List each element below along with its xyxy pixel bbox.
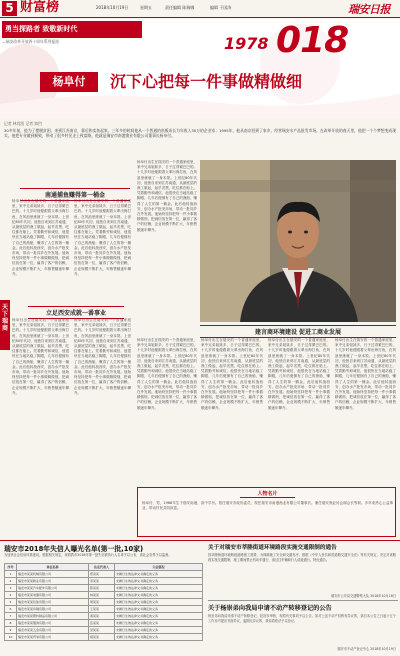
table-cell: 郑某某 xyxy=(89,571,115,578)
table-cell: 瑞安市某某鞋业有限公司 xyxy=(17,578,89,585)
table-cell: 瑞安市某某五金有限公司 xyxy=(17,627,89,634)
feature-banner xyxy=(0,19,400,119)
profile-card-text: 杨阜付，男，1968年生于瑞安南港，高中学历。曾任瑞安市政协委员，现任瑞安市南港渔业有限公司董事长。兼任瑞安渔业协会副会长等职。多年来热心公益事业，带动村民共同致富。 xyxy=(142,501,393,511)
person-name-badge: 杨阜付 xyxy=(40,72,98,92)
table-cell: 未履行生效法律文书确定的义务 xyxy=(115,599,203,606)
profile-card-title: 人物名片 xyxy=(240,490,295,498)
bottom-divider xyxy=(0,540,400,541)
photo-caption: 建言商环境建设 促进工商业发展 xyxy=(200,325,396,338)
table-cell: 未履行生效法律文书确定的义务 xyxy=(115,578,203,585)
article-column-2: 杨阜付出生在瑞安的一个普通家庭里，家中兄弟姐妹多，日子过得紧巴巴的。十几岁时他便跟着父辈出海打鱼，在风浪里练就了一身本领。上世纪80年代初，他独自来到江苏南通，从最底层的渔工做起，起早贪黑，吃住都在船上。凭着勤劳和诚信，他很快在当地站稳了脚跟，几年后便拥有了自己的渔船，赚得了人生的第一桶金。此后他转战西安，创办水产批发市场，带动一批同乡在外发展。他始终坚持把每一件小事做精做细，把诚信放在第一位，赢得了客户的信赖，企业规模不断扩大，年销售额逐年攀升。 xyxy=(74,199,131,276)
issue-weekday: 星期五 xyxy=(140,5,152,10)
table-cell: 王某某 xyxy=(89,606,115,613)
notice-1-footer: 瑞安市公安局交通警察大队 2018年10月18日 xyxy=(330,594,396,598)
table-cell: 6 xyxy=(5,606,17,613)
section-title: 财富榜 xyxy=(20,0,60,15)
table-cell: 1 xyxy=(5,571,17,578)
table-row xyxy=(5,585,203,592)
lead-paragraph: 30多年前，他为了摆脱贫困，来到江苏南京，靠后和卖鱼起家。三年多的时间他从一个普通的鱼贩成长为年收入30万的企业家；1995年，他从南京回到了家乡，经营瑞安水产品批发市场。在改革开放的春天里，他把一个个梦想变成现实。他把专业做到极致，带动了很多村民走上致富路，他就是瑞安市南港渔业有限公司董事长杨阜付。 xyxy=(4,128,396,139)
table-cell: 未履行生效法律文书确定的义务 xyxy=(115,571,203,578)
notice-1-title: 关于对瑞安市莘塍街道环境路段实施交通限制的通告 xyxy=(208,545,337,551)
notice-divider xyxy=(208,600,398,601)
table-cell: 未履行生效法律文书确定的义务 xyxy=(115,627,203,634)
col-header-index: 序号 xyxy=(5,564,17,571)
col-header-rep: 法定代表人 xyxy=(89,564,115,571)
col-header-detail: 失信情况 xyxy=(115,564,203,571)
table-cell: 瑞安市某某机械有限公司 xyxy=(17,571,89,578)
table-cell: 林某某 xyxy=(89,592,115,599)
banner-year: 1978 xyxy=(224,34,269,53)
feature-headline: 沉下心把每一件事做精做细 xyxy=(110,72,303,91)
issue-date: 2018年10月19日 xyxy=(96,5,129,10)
table-cell: 3 xyxy=(5,585,17,592)
notice-2-footer: 瑞安市不动产登记中心 2018年10月19日 xyxy=(337,647,396,651)
banner-logo-number: 018 xyxy=(276,20,349,61)
article-column-8: 杨阜付出生在瑞安的一个普通家庭里，家中兄弟姐妹多，日子过得紧巴巴的。十几岁时他便跟着父辈出海打鱼，在风浪里练就了一身本领。上世纪80年代初，他独自来到江苏南通，从最底层的渔工做起，起早贪黑，吃住都在船上。凭着勤劳和诚信，他很快在当地站稳了脚跟，几年后便拥有了自己的渔船，赚得了人生的第一桶金。此后他转战西安，创办水产批发市场，带动一批同乡在外发展。他始终坚持把每一件小事做精做细，把诚信放在第一位，赢得了客户的信赖，企业规模不断扩大，年销售额逐年攀升。 xyxy=(268,338,330,410)
portrait-photo xyxy=(200,160,396,322)
table-cell: 未履行生效法律文书确定的义务 xyxy=(115,613,203,620)
profile-card xyxy=(137,487,396,537)
table-cell: 10 xyxy=(5,634,17,641)
series-subtitle: —瑞安改革开放四十周年系列报道 xyxy=(2,39,59,44)
table-header-row xyxy=(5,564,203,571)
article-column-9: 杨阜付出生在瑞安的一个普通家庭里，家中兄弟姐妹多，日子过得紧巴巴的。十几岁时他便跟着父辈出海打鱼，在风浪里练就了一身本领。上世纪80年代初，他独自来到江苏南通，从最底层的渔工做起，起早贪黑，吃住都在船上。凭着勤劳和诚信，他很快在当地站稳了脚跟，几年后便拥有了自己的渔船，赚得了人生的第一桶金。此后他转战西安，创办水产批发市场，带动一批同乡在外发展。他始终坚持把每一件小事做精做细，把诚信放在第一位，赢得了客户的信赖，企业规模不断扩大，年销售额逐年攀升。 xyxy=(335,338,396,410)
blacklist-table xyxy=(4,563,203,641)
notice-2-title: 关于杨崇弟向我局申请不动产转移登记的公告 xyxy=(208,605,332,612)
table-row xyxy=(5,599,203,606)
table-cell: 张某某 xyxy=(89,620,115,627)
table-cell: 2 xyxy=(5,578,17,585)
masthead xyxy=(0,0,400,18)
table-row xyxy=(5,620,203,627)
table-cell: 陈某某 xyxy=(89,585,115,592)
notice-1-text: 因莘塍街道环境路段道路施工需要，为保障施工安全和交通有序，根据《中华人民共和国道路交通安全法》等有关规定，决定对该路段实施交通限制，施工期间禁止机动车通行，请过往车辆和行人绕道通行。特此通告。 xyxy=(208,553,396,562)
table-row xyxy=(5,627,203,634)
article-column-7: 杨阜付出生在瑞安的一个普通家庭里，家中兄弟姐妹多，日子过得紧巴巴的。十几岁时他便跟着父辈出海打鱼，在风浪里练就了一身本领。上世纪80年代初，他独自来到江苏南通，从最底层的渔工做起，起早贪黑，吃住都在船上。凭着勤劳和诚信，他很快在当地站稳了脚跟，几年后便拥有了自己的渔船，赚得了人生的第一桶金。此后他转战西安，创办水产批发市场，带动一批同乡在外发展。他始终坚持把每一件小事做精做细，把诚信放在第一位，赢得了客户的信赖，企业规模不断扩大，年销售额逐年攀升。 xyxy=(201,338,263,410)
table-cell: 瑞安市某某电器有限公司 xyxy=(17,592,89,599)
issue-editor: 责任编辑 陈瑞娜 xyxy=(165,5,195,10)
article-column-4: 杨阜付出生在瑞安的一个普通家庭里，家中兄弟姐妹多，日子过得紧巴巴的。十几岁时他便跟着父辈出海打鱼，在风浪里练就了一身本领。上世纪80年代初，他独自来到江苏南通，从最底层的渔工做起，起早贪黑，吃住都在船上。凭着勤劳和诚信，他很快在当地站稳了脚跟，几年后便拥有了自己的渔船，赚得了人生的第一桶金。此后他转战西安，创办水产批发市场，带动一批同乡在外发展。他始终坚持把每一件小事做精做细，把诚信放在第一位，赢得了客户的信赖，企业规模不断扩大，年销售额逐年攀升。 xyxy=(74,318,131,395)
table-cell: 5 xyxy=(5,599,17,606)
table-cell: 8 xyxy=(5,620,17,627)
col-header-company: 单位名称 xyxy=(17,564,89,571)
table-cell: 4 xyxy=(5,592,17,599)
table-cell: 瑞安市某某包装有限公司 xyxy=(17,599,89,606)
table-cell: 未履行生效法律文书确定的义务 xyxy=(115,592,203,599)
table-row xyxy=(5,578,203,585)
table-row xyxy=(5,606,203,613)
table-cell: 胡某某 xyxy=(89,634,115,641)
blacklist-intro: 为加快社会信用体系建设，根据相关规定，现将我市2018年第一批失信被执行人名单予以公布，请社会各界予以监督。 xyxy=(4,553,172,557)
article-column-1: 杨阜付出生在瑞安的一个普通家庭里，家中兄弟姐妹多，日子过得紧巴巴的。十几岁时他便跟着父辈出海打鱼，在风浪里练就了一身本领。上世纪80年代初，他独自来到江苏南通，从最底层的渔工做起，起早贪黑，吃住都在船上。凭着勤劳和诚信，他很快在当地站稳了脚跟，几年后便拥有了自己的渔船，赚得了人生的第一桶金。此后他转战西安，创办水产批发市场，带动一批同乡在外发展。他始终坚持把每一件小事做精做细，把诚信放在第一位，赢得了客户的信赖，企业规模不断扩大，年销售额逐年攀升。 xyxy=(12,199,69,276)
table-cell: 李某某 xyxy=(89,578,115,585)
page-number-badge: 5 xyxy=(2,1,17,16)
table-cell: 吴某某 xyxy=(89,627,115,634)
byline: 记者 林肖凯 记者 知凹 xyxy=(4,121,42,126)
blacklist-title: 瑞安市2018年失信人曝光名单(第一批,10家) xyxy=(4,545,144,553)
series-title-box: 勇当探路者 致敬新时代 xyxy=(2,21,142,38)
table-row xyxy=(5,613,203,620)
paper-logo: 瑞安日报 xyxy=(348,3,390,16)
table-row xyxy=(5,592,203,599)
table-cell: 瑞安市某某印刷有限公司 xyxy=(17,606,89,613)
table-row xyxy=(5,571,203,578)
table-cell: 未履行生效法律文书确定的义务 xyxy=(115,634,203,641)
subheading-2: 立足西安成就一番事业 xyxy=(28,306,124,319)
table-cell: 9 xyxy=(5,627,17,634)
table-cell: 周某某 xyxy=(89,599,115,606)
table-cell: 未履行生效法律文书确定的义务 xyxy=(115,606,203,613)
table-cell: 瑞安市某某汽车配件有限公司 xyxy=(17,585,89,592)
table-cell: 未履行生效法律文书确定的义务 xyxy=(115,585,203,592)
table-cell: 7 xyxy=(5,613,17,620)
side-label: 天下瑞商 xyxy=(0,300,10,350)
issue-designer: 编辑 干国涛 xyxy=(210,5,232,10)
portrait-illustration xyxy=(200,160,396,322)
table-cell: 黄某某 xyxy=(89,613,115,620)
notice-2-text: 杨崇弟向我局申请不动产转移登记，经初步审核，现将有关事项予以公告。如对上述不动产权利有异议的，请自本公告之日起十五个工作日内提出书面异议，逾期无异议的，我局将依法予以登记。 xyxy=(208,614,396,623)
table-cell: 瑞安市某某贸易有限公司 xyxy=(17,634,89,641)
table-row xyxy=(5,634,203,641)
table-cell: 未履行生效法律文书确定的义务 xyxy=(115,620,203,627)
article-column-6: 杨阜付出生在瑞安的一个普通家庭里，家中兄弟姐妹多，日子过得紧巴巴的。十几岁时他便跟着父辈出海打鱼，在风浪里练就了一身本领。上世纪80年代初，他独自来到江苏南通，从最底层的渔工做起，起早贪黑，吃住都在船上。凭着勤劳和诚信，他很快在当地站稳了脚跟，几年后便拥有了自己的渔船，赚得了人生的第一桶金。此后他转战西安，创办水产批发市场，带动一批同乡在外发展。他始终坚持把每一件小事做精做细，把诚信放在第一位，赢得了客户的信赖，企业规模不断扩大，年销售额逐年攀升。 xyxy=(137,338,197,410)
subheading-1: 南通捕鱼赚得第一桶金 xyxy=(20,188,130,201)
article-column-5: 杨阜付出生在瑞安的一个普通家庭里，家中兄弟姐妹多，日子过得紧巴巴的。十几岁时他便跟着父辈出海打鱼，在风浪里练就了一身本领。上世纪80年代初，他独自来到江苏南通，从最底层的渔工做起，起早贪黑，吃住都在船上。凭着勤劳和诚信，他很快在当地站稳了脚跟，几年后便拥有了自己的渔船，赚得了人生的第一桶金。此后他转战西安，创办水产批发市场，带动一批同乡在外发展。他始终坚持把每一件小事做精做细，把诚信放在第一位，赢得了客户的信赖，企业规模不断扩大，年销售额逐年攀升。 xyxy=(137,160,197,232)
table-cell: 瑞安市某某服饰有限公司 xyxy=(17,620,89,627)
table-cell: 瑞安市某某塑料制品有限公司 xyxy=(17,613,89,620)
article-column-3: 杨阜付出生在瑞安的一个普通家庭里，家中兄弟姐妹多，日子过得紧巴巴的。十几岁时他便跟着父辈出海打鱼，在风浪里练就了一身本领。上世纪80年代初，他独自来到江苏南通，从最底层的渔工做起，起早贪黑，吃住都在船上。凭着勤劳和诚信，他很快在当地站稳了脚跟，几年后便拥有了自己的渔船，赚得了人生的第一桶金。此后他转战西安，创办水产批发市场，带动一批同乡在外发展。他始终坚持把每一件小事做精做细，把诚信放在第一位，赢得了客户的信赖，企业规模不断扩大，年销售额逐年攀升。 xyxy=(12,318,69,395)
